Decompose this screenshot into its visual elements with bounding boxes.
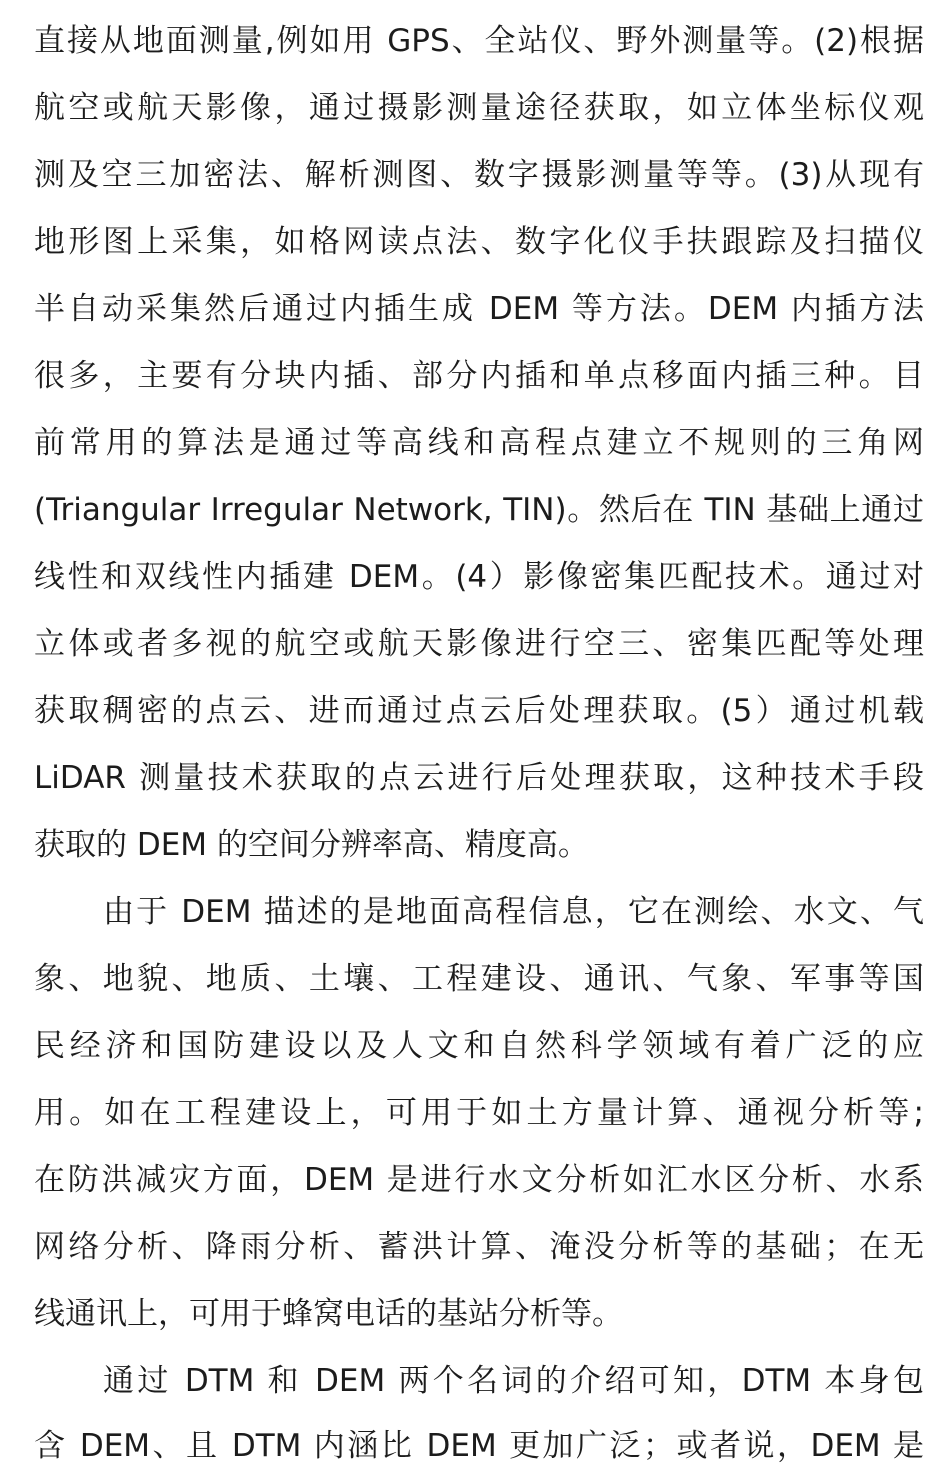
text-line-1: 直接从地面测量,例如用 GPS、全站仪、野外测量等。(2)根据 — [34, 23, 924, 59]
text-line-3: 测及空三加密法、解析测图、数字摄影测量等等。(3)从现有 — [34, 157, 924, 193]
text-line-5: 半自动采集然后通过内插生成 DEM 等方法。DEM 内插方法 — [34, 291, 924, 327]
text-line-10: 立体或者多视的航空或航天影像进行空三、密集匹配等处理 — [34, 626, 924, 662]
text-line-2: 航空或航天影像，通过摄影测量途径获取，如立体坐标仪观 — [34, 90, 924, 126]
text-line-15: 象、地貌、地质、土壤、工程建设、通讯、气象、军事等国 — [34, 961, 924, 997]
text-line-8: (Triangular Irregular Network, TIN)。然后在 TIN 基础上通过 — [34, 492, 924, 528]
text-line-18: 在防洪减灾方面，DEM 是进行水文分析如汇水区分析、水系 — [34, 1162, 924, 1198]
text-line-9: 线性和双线性内插建 DEM。(4）影像密集匹配技术。通过对 — [34, 559, 924, 595]
text-line-12: LiDAR 测量技术获取的点云进行后处理获取，这种技术手段 — [34, 760, 924, 796]
text-line-19: 网络分析、降雨分析、蓄洪计算、淹没分析等的基础；在无 — [34, 1229, 924, 1265]
text-line-7: 前常用的算法是通过等高线和高程点建立不规则的三角网 — [34, 425, 924, 461]
text-line-16: 民经济和国防建设以及人文和自然科学领域有着广泛的应 — [34, 1028, 924, 1064]
text-line-11: 获取稠密的点云、进而通过点云后处理获取。(5）通过机载 — [34, 693, 924, 729]
text-line-4: 地形图上采集，如格网读点法、数字化仪手扶跟踪及扫描仪 — [34, 224, 924, 260]
text-line-17: 用。如在工程建设上，可用于如土方量计算、通视分析等; — [34, 1095, 924, 1131]
text-line-22: 含 DEM、且 DTM 内涵比 DEM 更加广泛；或者说，DEM 是 — [34, 1428, 924, 1464]
text-line-20: 线通讯上，可用于蜂窝电话的基站分析等。 — [34, 1296, 623, 1332]
text-line-21: 通过 DTM 和 DEM 两个名词的介绍可知，DTM 本身包 — [103, 1363, 924, 1399]
text-line-13: 获取的 DEM 的空间分辨率高、精度高。 — [34, 827, 589, 863]
text-line-6: 很多，主要有分块内插、部分内插和单点移面内插三种。目 — [34, 358, 924, 394]
text-line-14: 由于 DEM 描述的是地面高程信息，它在测绘、水文、气 — [103, 894, 924, 930]
